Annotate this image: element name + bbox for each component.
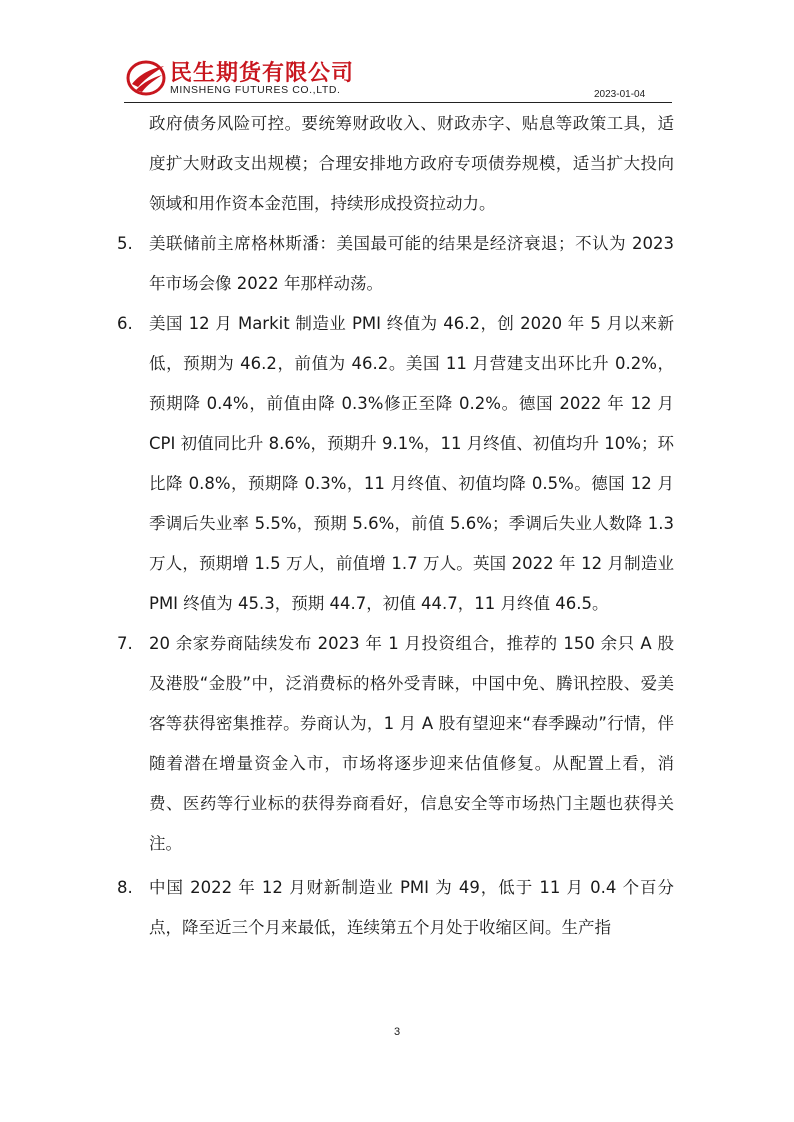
- list-item-number: 6.: [117, 314, 133, 333]
- list-item-number: 8.: [117, 878, 133, 897]
- list-item-text: 美国 12 月 Markit 制造业 PMI 终值为 46.2，创 2020 年 5 月以来新低，预期为 46.2，前值为 46.2。美国 11 月营建支出环比升 0.2%，预期降 0.4%，前值由降 0.3%修正至降 0.2%。德国 2022 年 12 月 CPI 初值同比升 8.6%，预期升 9.1%，11 月终值、初值均升 10%；环比降 0.8%，预期降 0.3%，11 月终值、初值均降 0.5%。德国 12 月季调后失业率 5.5%，预期 5.6%，前值 5.6%；季调后失业人数降 1.3 万人，预期增 1.5 万人，前值增 1.7 万人。英国 2022 年 12 月制造业 PMI 终值为 45.3，预期 44.7，初值 44.7，11 月终值 46.5。: [149, 314, 674, 613]
- minsheng-logo-icon: [126, 57, 166, 97]
- list-item-text: 中国 2022 年 12 月财新制造业 PMI 为 49，低于 11 月 0.4 个百分点，降至近三个月来最低，连续第五个月处于收缩区间。生产指: [149, 878, 674, 937]
- list-item: [0, 224, 674, 304]
- list-item-continued: [0, 104, 674, 224]
- list-item-text: 20 余家券商陆续发布 2023 年 1 月投资组合，推荐的 150 余只 A 股及港股“金股”中，泛消费标的格外受青睐，中国中免、腾讯控股、爱美客等获得密集推荐。券商认为，1 月 A 股有望迎来“春季躁动”行情，伴随着潜在增量资金入市，市场将逐步迎来估值修复。从配置上看，消费、医药等行业标的获得券商看好，信息安全等市场热门主题也获得关注。: [149, 634, 674, 853]
- list-item-text: 美联储前主席格林斯潘：美国最可能的结果是经济衰退；不认为 2023 年市场会像 2022 年那样动荡。: [149, 234, 674, 293]
- list-item: [0, 868, 674, 948]
- company-name-en: MINSHENG FUTURES CO.,LTD.: [170, 84, 341, 96]
- list-item-number: 7.: [117, 634, 133, 653]
- list-item: [0, 624, 674, 864]
- list-item-text: 政府债务风险可控。要统筹财政收入、财政赤字、贴息等政策工具，适度扩大财政支出规模；合理安排地方政府专项债券规模，适当扩大投向领域和用作资本金范围，持续形成投资拉动力。: [149, 114, 674, 213]
- list-item-number: 5.: [117, 234, 133, 253]
- page-number: 3: [393, 1026, 401, 1038]
- header-divider: [124, 102, 672, 103]
- company-name-cn: 民生期货有限公司: [170, 61, 355, 86]
- list-item: [0, 304, 674, 624]
- report-date: 2023-01-04: [594, 89, 646, 100]
- news-list: [0, 104, 794, 948]
